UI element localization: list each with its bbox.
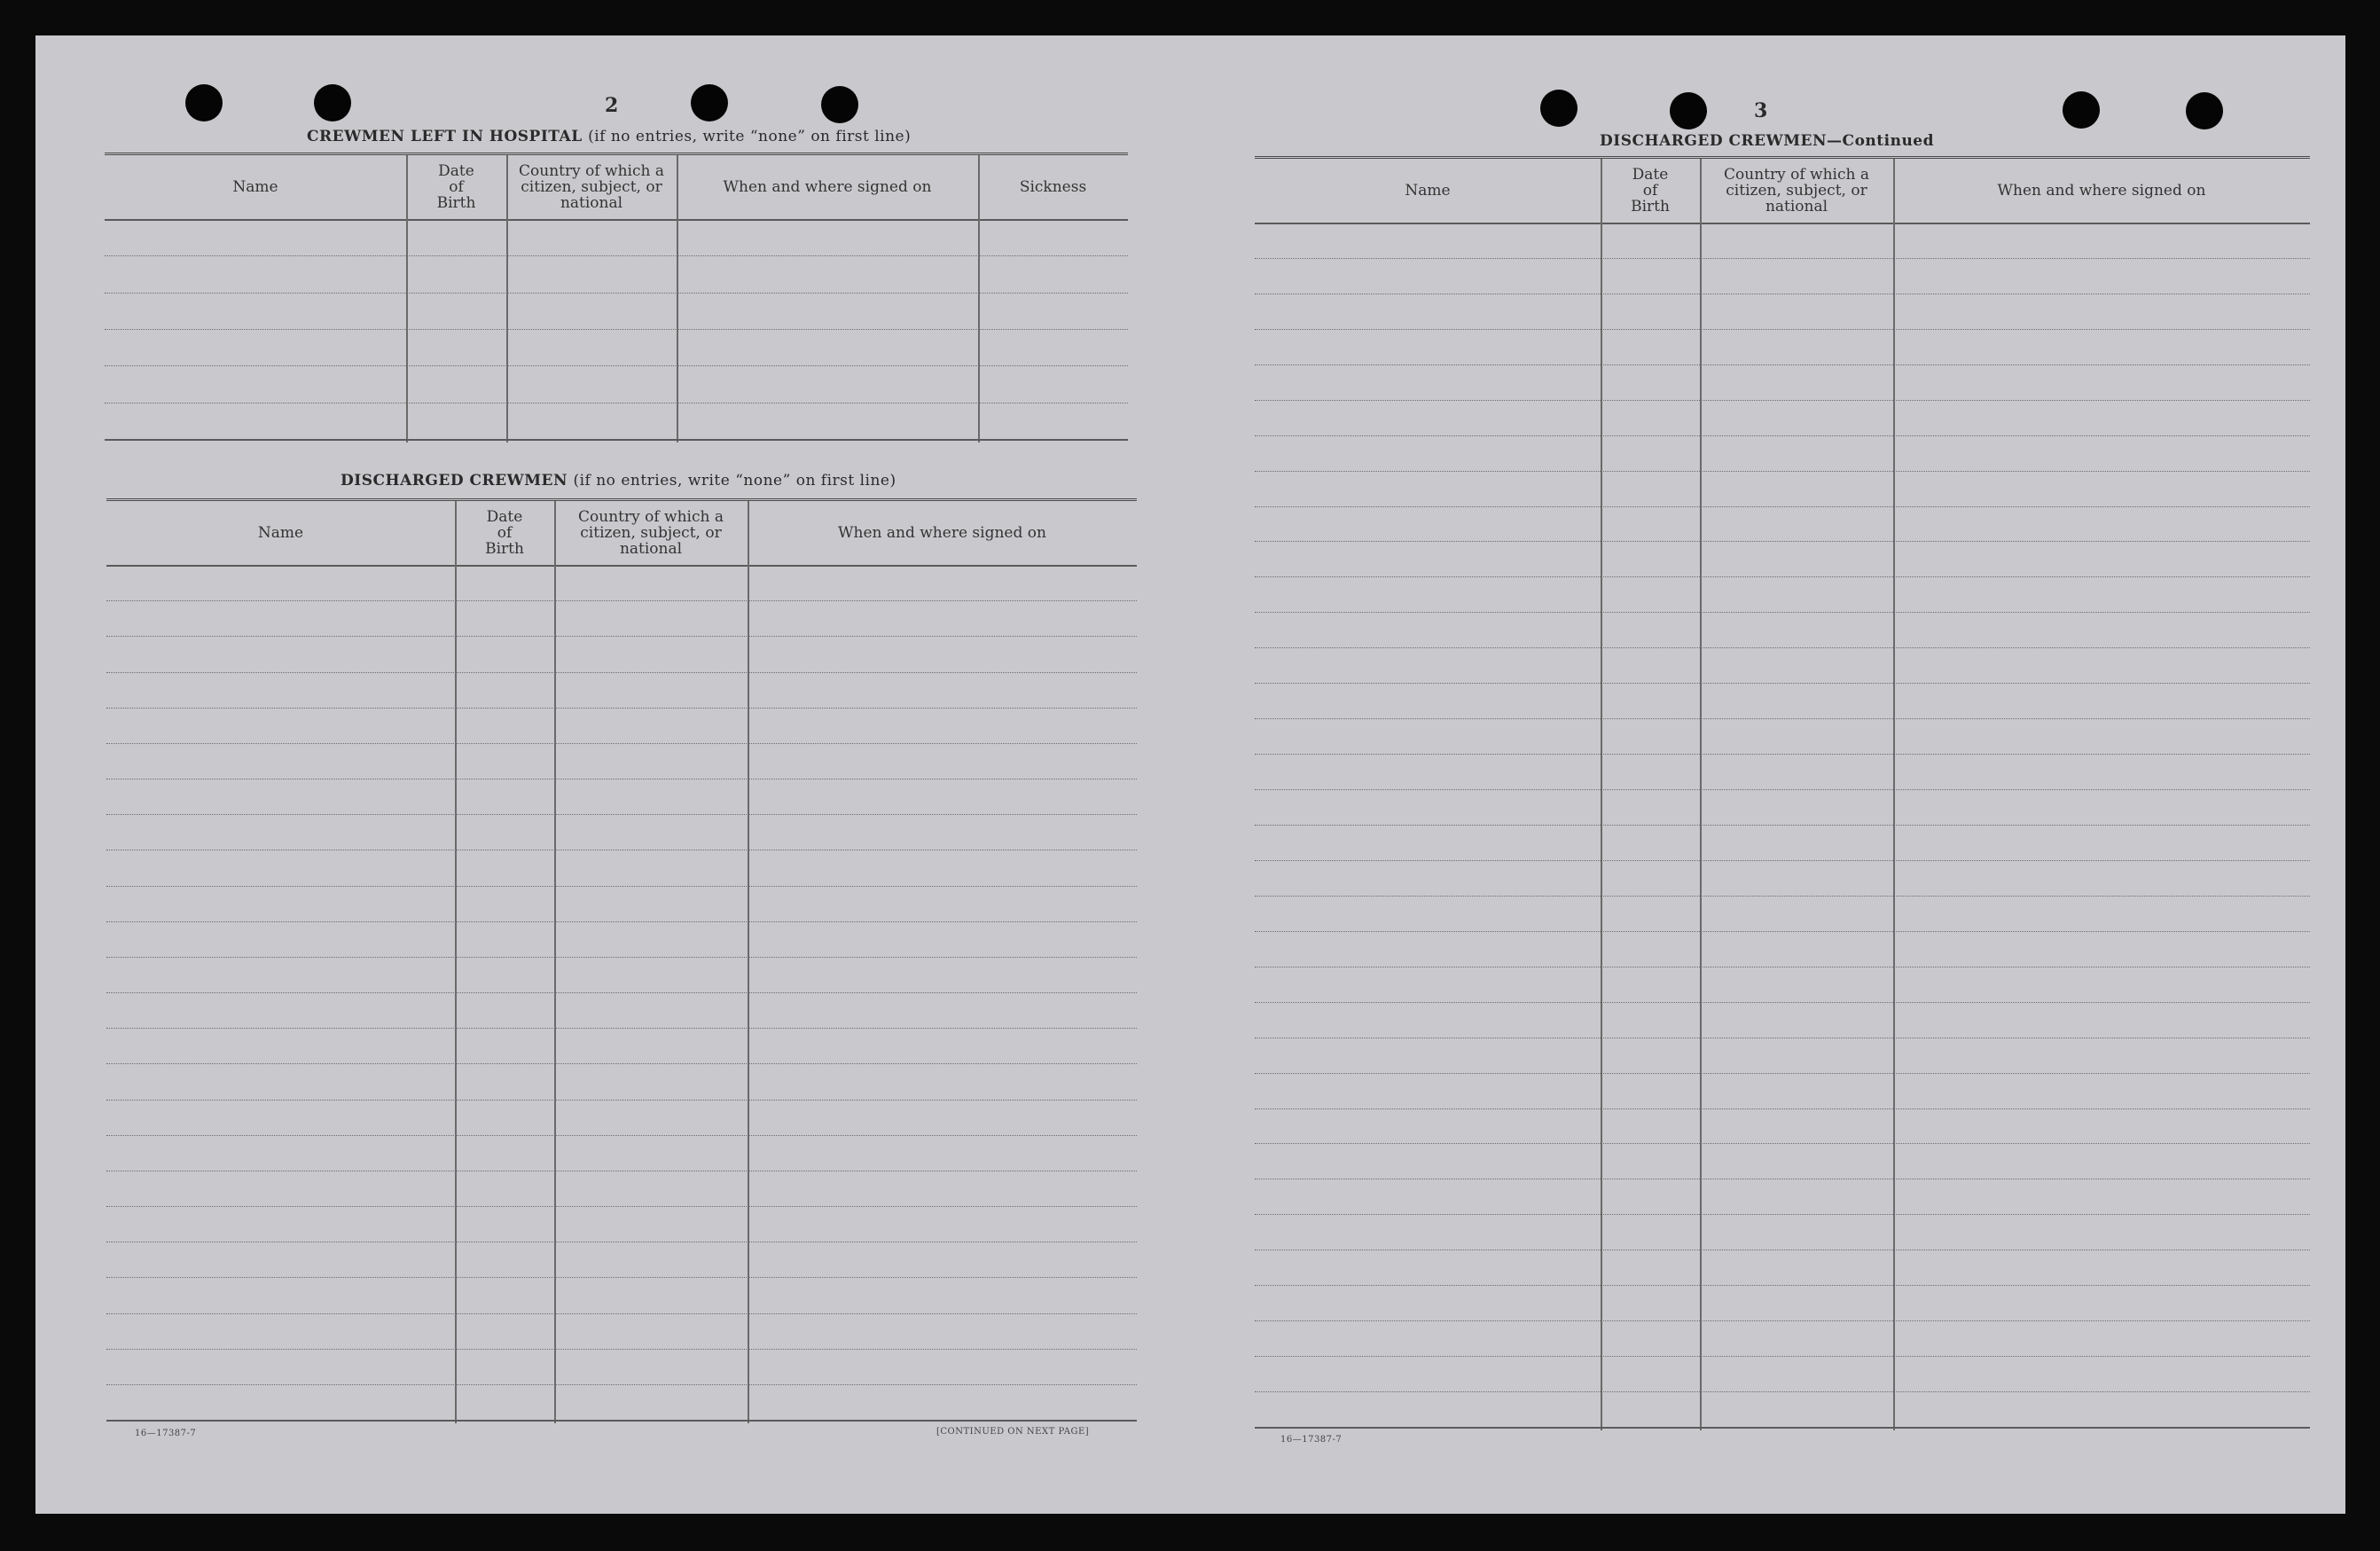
table-row: [1255, 1214, 2310, 1215]
table-row: [1255, 1285, 2310, 1286]
table-row: [106, 957, 1137, 958]
column-divider: [677, 155, 678, 443]
table-row: [1255, 754, 2310, 755]
table-bottom-rule: [106, 1420, 1137, 1422]
table-row: [106, 814, 1137, 815]
continued-note: [CONTINUED ON NEXT PAGE]: [936, 1427, 1090, 1437]
table-row: [106, 708, 1137, 709]
column-header-country: Country of which a citizen, subject, or national: [1724, 166, 1869, 215]
hospital-title-note: (if no entries, write “none” on first line): [588, 128, 912, 145]
table-row: [106, 1100, 1137, 1101]
table-row: [1255, 860, 2310, 861]
punch-hole: [821, 86, 858, 123]
document-sheet: [35, 35, 2345, 1514]
table-row: [1255, 329, 2310, 330]
table-row: [106, 921, 1137, 922]
table-header: [106, 501, 1137, 567]
column-divider: [554, 501, 556, 1423]
table-row: [1255, 541, 2310, 542]
continued-section-title: DISCHARGED CREWMEN—Continued: [1600, 132, 1935, 150]
table-row: [1255, 258, 2310, 259]
table-header: [1255, 159, 2310, 224]
table-header: [105, 155, 1128, 221]
punch-hole: [2186, 92, 2223, 129]
table-row: [105, 365, 1128, 366]
hospital-table: [105, 153, 1128, 443]
table-row: [106, 992, 1137, 993]
table-row: [1255, 400, 2310, 401]
table-row: [1255, 1320, 2310, 1321]
table-row: [1255, 435, 2310, 436]
punch-hole: [1670, 92, 1707, 129]
table-row: [1255, 825, 2310, 826]
table-row: [106, 636, 1137, 637]
table-row: [1255, 1002, 2310, 1003]
column-header-country: Country of which a citizen, subject, or national: [578, 508, 724, 558]
table-row: [1255, 931, 2310, 932]
table-row: [106, 1206, 1137, 1207]
table-row: [1255, 1073, 2310, 1074]
table-row: [1255, 364, 2310, 365]
column-header-name: Name: [1405, 182, 1451, 200]
table-row: [1255, 506, 2310, 507]
table-row: [106, 600, 1137, 601]
table-row: [106, 1028, 1137, 1029]
table-row: [1255, 718, 2310, 719]
column-header-name: Name: [232, 178, 278, 196]
table-row: [106, 1135, 1137, 1136]
column-header-signed-on: When and where signed on: [838, 524, 1046, 542]
table-row: [1255, 1356, 2310, 1357]
table-row: [106, 1313, 1137, 1314]
column-divider: [506, 155, 508, 443]
column-divider: [978, 155, 980, 443]
table-bottom-rule: [105, 439, 1128, 441]
table-row: [105, 255, 1128, 256]
column-divider: [455, 501, 457, 1423]
column-header-date-of-birth: Date of Birth: [1631, 166, 1670, 215]
punch-hole: [2063, 91, 2100, 129]
punch-hole: [1540, 90, 1578, 127]
table-row: [1255, 576, 2310, 577]
discharged-title-text: DISCHARGED CREWMEN: [341, 472, 568, 490]
discharged-table: [106, 498, 1137, 1423]
table-row: [106, 743, 1137, 744]
page-number: 2: [605, 94, 619, 117]
discharged-section-title: [341, 472, 896, 490]
table-bottom-rule: [1255, 1427, 2310, 1429]
table-row: [1255, 471, 2310, 472]
column-header-name: Name: [257, 524, 304, 542]
table-row: [106, 1384, 1137, 1385]
form-number: 16—17387-7: [1280, 1435, 1343, 1445]
form-number: 16—17387-7: [135, 1429, 197, 1438]
column-header-date-of-birth: Date of Birth: [436, 162, 476, 212]
table-row: [1255, 683, 2310, 684]
table-row: [106, 1349, 1137, 1350]
discharged-continued-table: [1255, 156, 2310, 1430]
column-divider: [748, 501, 749, 1423]
table-row: [106, 1063, 1137, 1064]
table-row: [1255, 647, 2310, 648]
column-header-signed-on: When and where signed on: [723, 178, 932, 196]
column-header-date-of-birth: Date of Birth: [485, 508, 524, 558]
page-number: 3: [1754, 99, 1768, 122]
discharged-title-note: (if no entries, write “none” on first line): [573, 472, 896, 490]
table-row: [1255, 612, 2310, 613]
table-row: [1255, 1249, 2310, 1250]
column-divider: [1601, 159, 1602, 1430]
table-row: [105, 293, 1128, 294]
column-header-signed-on: When and where signed on: [1997, 182, 2206, 200]
table-row: [106, 1277, 1137, 1278]
column-header-country: Country of which a citizen, subject, or national: [519, 162, 664, 212]
table-row: [106, 672, 1137, 673]
punch-hole: [185, 84, 223, 121]
table-row: [106, 886, 1137, 887]
hospital-section-title: [307, 128, 911, 145]
table-row: [1255, 1143, 2310, 1144]
table-row: [1255, 1108, 2310, 1109]
table-row: [105, 329, 1128, 330]
table-row: [1255, 896, 2310, 897]
column-divider: [406, 155, 408, 443]
column-divider: [1700, 159, 1702, 1430]
punch-hole: [691, 84, 728, 121]
column-divider: [1893, 159, 1895, 1430]
table-row: [1255, 1391, 2310, 1392]
column-header-sickness: Sickness: [1019, 178, 1087, 196]
table-row: [1255, 789, 2310, 790]
hospital-title-text: CREWMEN LEFT IN HOSPITAL: [307, 128, 583, 145]
punch-hole: [314, 84, 351, 121]
